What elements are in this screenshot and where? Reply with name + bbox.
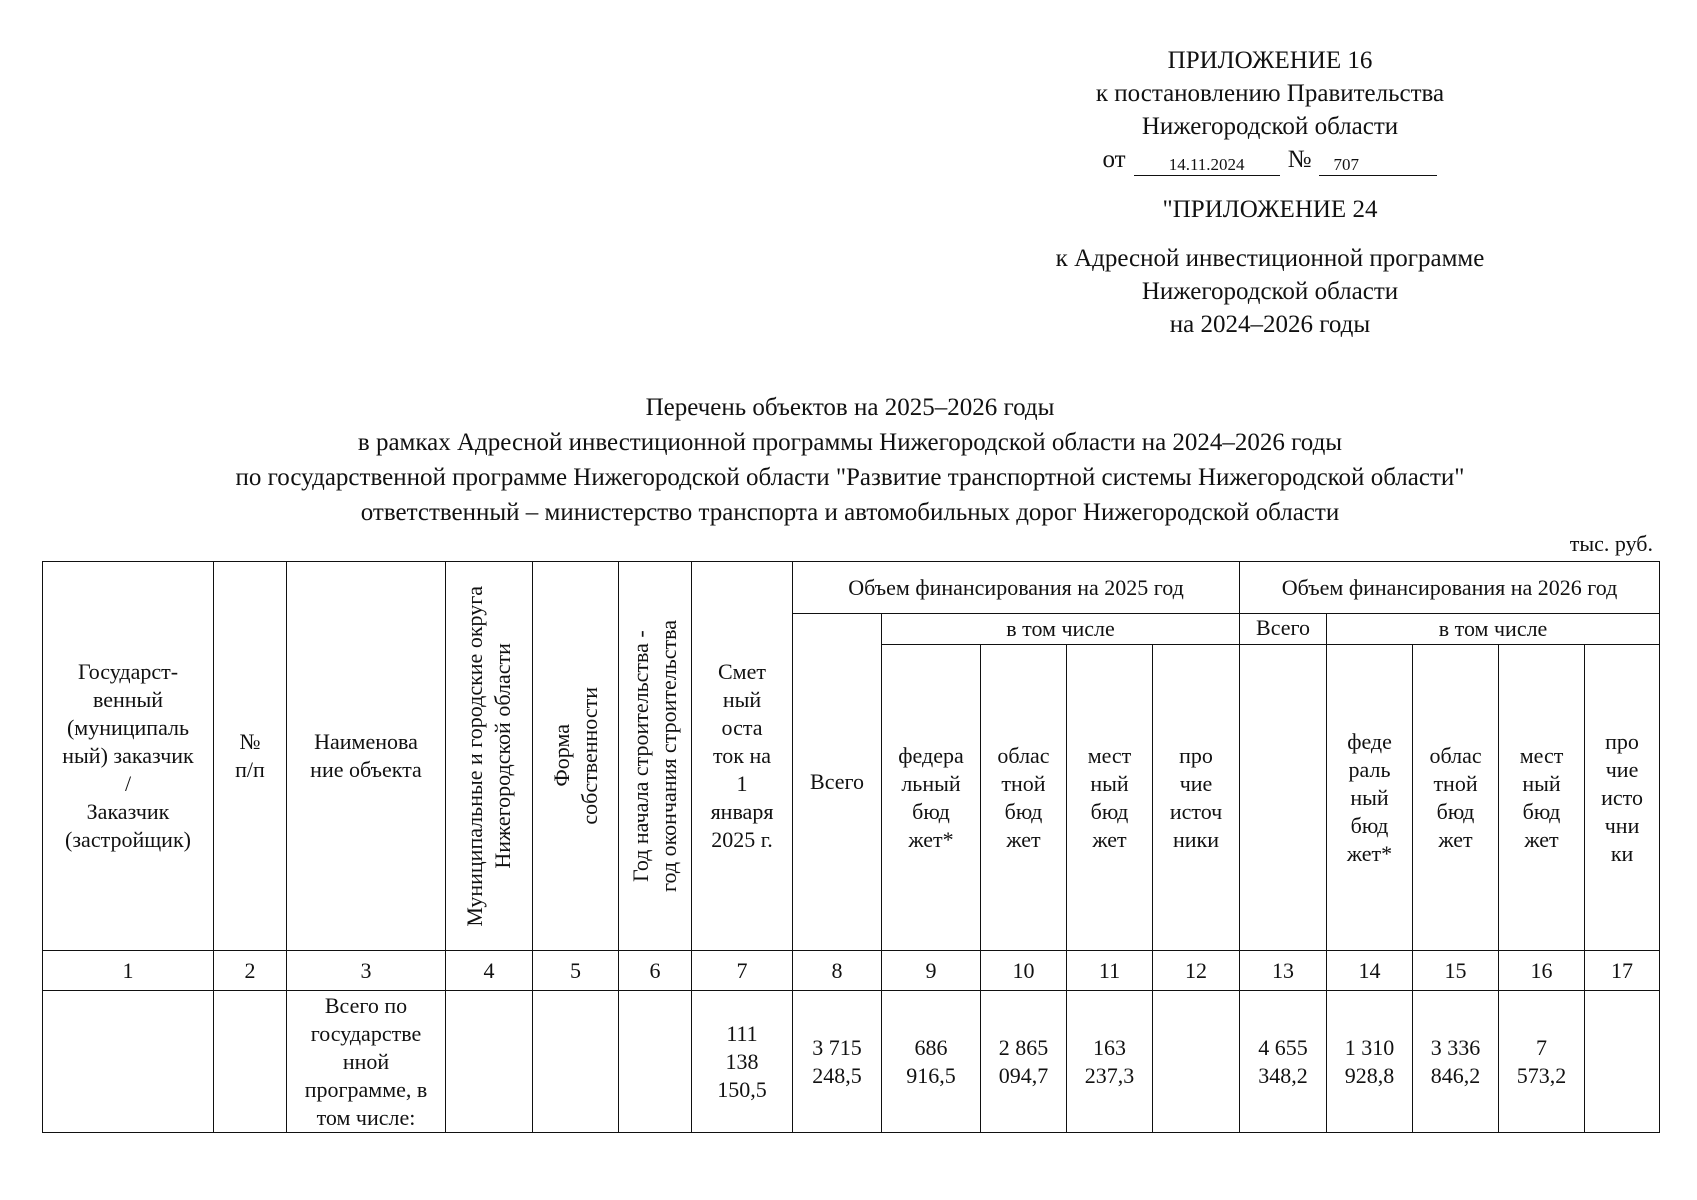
header-ownership-cell — [533, 562, 619, 951]
cell-customer — [43, 991, 214, 1133]
appendix-title: ПРИЛОЖЕНИЕ 16 — [1167, 47, 1373, 74]
cell-fed-2026: 1 310 928,8 — [1327, 991, 1413, 1133]
financing-table — [42, 561, 1660, 1133]
units-label: тыс. руб. — [1569, 531, 1653, 556]
header-years-cell — [619, 562, 692, 951]
header-reg-2025: облас тной бюд жет — [981, 645, 1067, 951]
header-incl-2026: в том числе — [1327, 614, 1660, 645]
cell-loc-2026: 7 573,2 — [1499, 991, 1585, 1133]
header-loc-2026: мест ный бюд жет — [1499, 645, 1585, 951]
column-number: 13 — [1240, 951, 1327, 991]
cell-object-name: Всего по государстве нной программе, в том числе: — [287, 991, 446, 1133]
cell-years — [619, 991, 692, 1133]
appendix-header — [1060, 44, 1480, 176]
header-reg-2026: облас тной бюд жет — [1413, 645, 1499, 951]
appendix24-header — [1010, 193, 1530, 341]
header-total-2026-cont — [1240, 645, 1327, 951]
column-number: 10 — [981, 951, 1067, 991]
column-number: 8 — [793, 951, 882, 991]
cell-oth-2025 — [1153, 991, 1240, 1133]
title-line-1: Перечень объектов на 2025–2026 годы — [645, 394, 1055, 421]
column-number: 1 — [43, 951, 214, 991]
header-estimate: Смет ный оста ток на 1 января 2025 г. — [692, 562, 793, 951]
appendix-line-1: к постановлению Правительства — [1095, 80, 1445, 107]
cell-reg-2026: 3 336 846,2 — [1413, 991, 1499, 1133]
column-number: 12 — [1153, 951, 1240, 991]
from-label: от — [1102, 146, 1126, 173]
title-line-3: по государственной программе Нижегородской области "Развитие транспортной системы Нижегородской области" — [235, 464, 1465, 491]
header-num: № п/п — [214, 562, 287, 951]
header-fed-2026: феде раль ный бюд жет* — [1327, 645, 1413, 951]
header-oth-2025: про чие источ ники — [1153, 645, 1240, 951]
header-customer: Государст- венный (муниципаль ный) заказчик / Заказчик (застройщик) — [43, 562, 214, 951]
appendix-date-line — [1060, 143, 1480, 176]
decree-number: 707 — [1319, 155, 1437, 176]
table-row — [43, 991, 1660, 1133]
column-number: 16 — [1499, 951, 1585, 991]
header-fed-2025: федера льный бюд жет* — [882, 645, 981, 951]
appendix-line-2: Нижегородской области — [1141, 113, 1399, 140]
column-number: 5 — [533, 951, 619, 991]
header-total-2025: Всего — [793, 614, 882, 951]
appendix24-line-3: на 2024–2026 годы — [1169, 311, 1371, 338]
header-oth-2026: про чие исто чни ки — [1585, 645, 1660, 951]
column-number: 4 — [446, 951, 533, 991]
title-line-2: в рамках Адресной инвестиционной программы Нижегородской области на 2024–2026 годы — [357, 429, 1343, 456]
number-label: № — [1287, 146, 1312, 173]
cell-num — [214, 991, 287, 1133]
cell-estimate: 111 138 150,5 — [692, 991, 793, 1133]
header-districts: Муниципальные и городские округа Нижегородской области — [462, 585, 515, 927]
header-fin-2026: Объем финансирования на 2026 год — [1240, 562, 1660, 614]
header-object-name: Наименова ние объекта — [287, 562, 446, 951]
header-years: Год начала строительства - год окончания строительства — [628, 620, 681, 892]
appendix24-line-1: к Адресной инвестиционной программе — [1055, 245, 1485, 272]
column-number: 6 — [619, 951, 692, 991]
cell-districts — [446, 991, 533, 1133]
column-number: 11 — [1067, 951, 1153, 991]
column-number: 17 — [1585, 951, 1660, 991]
column-number: 15 — [1413, 951, 1499, 991]
cell-reg-2025: 2 865 094,7 — [981, 991, 1067, 1133]
header-districts-cell — [446, 562, 533, 951]
appendix24-line-2: Нижегородской области — [1141, 278, 1399, 305]
header-loc-2025: мест ный бюд жет — [1067, 645, 1153, 951]
document-title — [40, 390, 1660, 530]
column-number: 7 — [692, 951, 793, 991]
header-incl-2025: в том числе — [882, 614, 1240, 645]
cell-oth-2026 — [1585, 991, 1660, 1133]
column-number: 2 — [214, 951, 287, 991]
cell-fed-2025: 686 916,5 — [882, 991, 981, 1133]
appendix24-title: "ПРИЛОЖЕНИЕ 24 — [1162, 196, 1378, 223]
column-number: 14 — [1327, 951, 1413, 991]
title-line-4: ответственный – министерство транспорта и автомобильных дорог Нижегородской области — [360, 499, 1340, 526]
cell-loc-2025: 163 237,3 — [1067, 991, 1153, 1133]
header-fin-2025: Объем финансирования на 2025 год — [793, 562, 1240, 614]
decree-date: 14.11.2024 — [1134, 155, 1280, 176]
column-number: 3 — [287, 951, 446, 991]
column-number-row — [43, 951, 1660, 991]
cell-ownership — [533, 991, 619, 1133]
cell-total-2025: 3 715 248,5 — [793, 991, 882, 1133]
header-total-2026: Всего — [1240, 614, 1327, 645]
cell-total-2026: 4 655 348,2 — [1240, 991, 1327, 1133]
header-ownership: Форма собственности — [548, 687, 602, 825]
column-number: 9 — [882, 951, 981, 991]
